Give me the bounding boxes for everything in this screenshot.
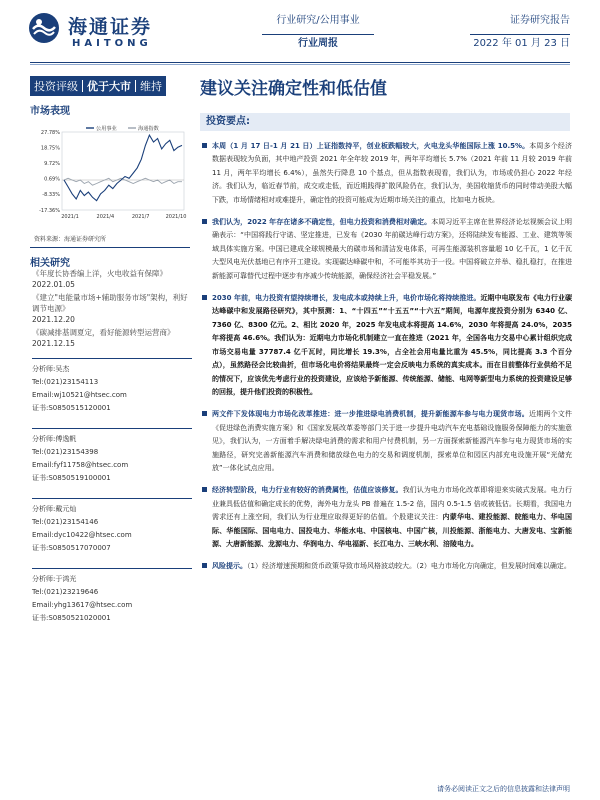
- bullet-square-icon: [202, 411, 207, 416]
- analyst-tel: Tel:(021)23154398: [32, 448, 99, 456]
- brand-name-en: HAITONG: [72, 38, 152, 49]
- related-research-title-text: 《年度长协香编上洋，火电收益有保障》: [32, 269, 167, 278]
- y-tick-label: 9.72%: [44, 161, 60, 168]
- legend-label: 公用事业: [96, 126, 117, 132]
- bullet-square-icon: [202, 295, 207, 300]
- key-point-paragraph: [200, 484, 572, 551]
- key-point-highlight: 2030 年前，电力投资有望持续增长，发电成本或持续上升，电价市场化将持续推进。: [212, 294, 481, 303]
- market-performance-chart: [30, 122, 190, 230]
- left-divider: [30, 247, 190, 248]
- x-tick-label: 2021/10: [165, 214, 187, 220]
- related-research-item[interactable]: [32, 327, 194, 349]
- report-meta-block: [470, 14, 570, 53]
- report-label: 证券研究报告: [470, 14, 570, 35]
- key-point-highlight: 风险提示。: [212, 562, 247, 571]
- analyst-cert: 证书:S0850515120001: [32, 404, 111, 412]
- x-tick-label: 2021/1: [61, 214, 79, 220]
- analyst-tel: Tel:(021)23219646: [32, 588, 99, 596]
- analyst-name: 分析师:吴杰: [32, 365, 70, 373]
- key-point-text: 本周多个经济数据表现较为负面，其中地产投资 2021 年全年较 2019 年，两年平均增长 5.7%（2021 年前 11 月较 2019 年前 11 月，两年平均增长 6.4%），虽然失行降息 10 个基点，但从指数表现看，我们认为，市场或仍担心 2022 年经济。我们认为，临近春节前，成交或走低，而近期践得扩散风险仍在，我们认为，美国收缩货币的同时带动美股大幅下跌，市场情绪相对或难提升，确定性的投资可能成为近期市场关注的重点，比如电力板块。: [212, 142, 572, 204]
- analyst-card: [32, 498, 192, 555]
- rating-change: 维持: [140, 80, 162, 93]
- legend-label: 海通指数: [138, 126, 159, 132]
- bullet-square-icon: [202, 219, 207, 224]
- report-category: 行业研究/公用事业: [262, 14, 374, 35]
- analyst-name: 分析师:傅逸帆: [32, 435, 77, 443]
- y-tick-label: 27.78%: [40, 129, 60, 136]
- analyst-tel: Tel:(021)23154146: [32, 518, 99, 526]
- key-point-text: 近期两个文件《促进绿色消费实施方案》和《国家发展改革委等部门关于进一步提升电动汽车充电基础设施服务保障能力的实施意见》，我们认为，一方面着手解决绿电消费的需求和用户付费机制，另一方面探索新能源汽车参与电力现货市场的实施路径，研究完善新能源汽车消费和储放绿色电力的交易和调度机制，探索单位和园区内部充电设施开展“光储充放”一体化试点应用。: [212, 410, 573, 472]
- key-point-highlight: 两文件下发体现电力市场化改革推进：进一步推进绿电消费机制，提升新能源车参与电力现货市场。: [212, 410, 529, 419]
- analyst-cert: 证书:S0850517070007: [32, 544, 111, 552]
- market-section-header: [30, 102, 190, 117]
- related-research-item[interactable]: [32, 292, 194, 325]
- y-tick-label: 0.69%: [44, 176, 60, 183]
- key-point-text: 内蒙华电、建投能源、皖能电力、华电国际、华能国际、国电电力、国投电力、华能水电、中国核电、中国广核，川投能源、浙能电力、大唐发电、宝新能源、大唐新能源、龙源电力、华润电力、华电福新、长江电力、三峡水利、涪陵电力。: [212, 513, 573, 548]
- y-tick-label: -17.36%: [39, 207, 60, 214]
- related-research-date: 2021.12.15: [32, 339, 75, 348]
- key-points-body: [200, 140, 572, 583]
- analyst-name: 分析师:戴元灿: [32, 505, 77, 513]
- key-points-title: 投资要点:: [200, 113, 570, 131]
- bullet-square-icon: [202, 487, 207, 492]
- analyst-email[interactable]: Email:yhg13617@htsec.com: [32, 601, 133, 609]
- key-point-text: （1）经济增速预期和货币政策导致市场风格波动较大。（2）电力市场化方向确定，但发展时间难以确定。: [247, 562, 571, 571]
- brand-name-cn: 海通证券: [68, 16, 153, 38]
- analyst-name: 分析师:于鸿光: [32, 575, 77, 583]
- key-point-highlight: 我们认为，2022 年存在诸多不确定性，但电力投资和消费相对确定。: [212, 218, 432, 227]
- rating-bar: [30, 76, 166, 96]
- analyst-card: [32, 568, 192, 625]
- report-type: 行业周报: [298, 38, 338, 49]
- x-tick-label: 2021/4: [96, 214, 115, 220]
- bullet-square-icon: [202, 143, 207, 148]
- y-tick-label: -8.33%: [42, 192, 60, 199]
- haitong-logo: [28, 10, 178, 56]
- analyst-tel: Tel:(021)23154113: [32, 378, 99, 386]
- footer-disclaimer: 请务必阅读正文之后的信息披露和法律声明: [437, 785, 570, 793]
- market-title: 市场表现: [30, 106, 70, 117]
- key-point-text: 我们认为电力市场化改革即将迎来实破式发展。电力行业兼具低估值和确定成长的优势，海外电力龙头 PB 普遍在 1.5-2 倍，国内 0.5-1.5 倍或被低估。长期看，我国电力需求还有上涨空间，我们认为行业理应取得更好的估值。个股建议关注：: [212, 486, 573, 522]
- rating-label: 投资评级: [34, 80, 78, 93]
- chart-source: 资料来源：海通证券研究所: [34, 236, 107, 243]
- rating-value: 优于大市: [87, 80, 131, 93]
- header-divider: [30, 62, 570, 63]
- related-research-title-text: 《碳减排基调夏定，看好能源转型运营商》: [32, 328, 175, 337]
- analyst-email[interactable]: Email:fyf11758@htsec.com: [32, 461, 129, 469]
- bullet-square-icon: [202, 563, 207, 568]
- key-point-paragraph: [200, 140, 572, 207]
- related-research-title: 相关研究: [30, 258, 70, 269]
- report-header: [0, 0, 600, 64]
- series-line-utilities: [64, 135, 182, 201]
- analyst-email[interactable]: Email:dyc10422@htsec.com: [32, 531, 132, 539]
- report-category-block: [262, 14, 374, 53]
- key-point-text: 近期中电联发布《电力行业碳达峰碳中和发展路径研究》，其中预测：1、“十四五”“十五五”“十六五”期间，电源年度投资分别为 6340 亿、7360 亿、8300 亿元。2、相比 2020 年，2025 年发电成本将提高 14.6%，2030 年将提高 24.0%，2035 年将提高 46.6%。我们认为：近期电力市场化机制建立一直在推进（2021 年，全国各电力交易中心累计组织完成市场交易电量 37787.4 亿千瓦时，同比增长 19.3%，占全社会用电量比重为 45.5%，同比提高 3.3 个百分点），虽然路径会比较曲折，但市场化电价将结果最终一定会反映电力系统的真实成本。而在目前整体行业供给不足的情况下，应该优先考虑行业的投资建设，应该给予新能源、传统能源、储能、电网等新型电力系统的投资建设足够的回报，提升他们投资的积极性。: [212, 294, 573, 396]
- key-point-paragraph: [200, 292, 572, 399]
- analyst-cert: 证书:S0850519100001: [32, 474, 111, 482]
- haitong-logo-icon: [28, 12, 60, 44]
- header-divider-thin: [30, 64, 570, 65]
- key-point-paragraph: [200, 408, 572, 475]
- related-research-date: 2021.12.20: [32, 315, 75, 324]
- key-point-paragraph: [200, 216, 572, 283]
- related-research-title-text: 《建立"电能量市场+辅助服务市场"架构，利好调节电源》: [32, 293, 188, 313]
- related-research-item[interactable]: [32, 268, 194, 290]
- analyst-cert: 证书:S0850521020001: [32, 614, 111, 622]
- key-point-highlight: 经济转型阶段，电力行业有较好的消费属性，估值应该修复。: [212, 486, 403, 495]
- analyst-card: [32, 358, 192, 415]
- related-research-list: [32, 268, 194, 351]
- report-title: 建议关注确定性和低估值: [200, 79, 387, 99]
- x-tick-label: 2021/7: [131, 214, 150, 220]
- key-point-text: 本周习近平主席在世界经济论坛视频会议上明确表示：“中国将践行守诺、坚定推进，已发布《2030 年前碳达峰行动方案》，还将陆续发布能源、工业、建筑等领域具体实施方案。中国已建成全球规模最大的碳市场和清洁发电体系，可再生能源装机容量超 10 亿千瓦，1 亿千瓦大型风电光伏基地已有序开工建设。实现碳达峰碳中和，不可能毕其功于一役。中国将破立并举、稳扎稳打，在推进新能源可靠替代过程中逐步有序减少传统能源，确保经济社会平稳发展。”: [212, 218, 573, 280]
- key-point-paragraph: [200, 560, 572, 573]
- analyst-card: [32, 428, 192, 485]
- key-point-highlight: 本周（1 月 17 日-1 月 21 日）上证指数持平，创业板跌幅较大，火电龙头华能国际上涨 10.5%。: [212, 142, 530, 150]
- y-tick-label: 18.75%: [40, 145, 60, 152]
- analyst-email[interactable]: Email:wj10521@htsec.com: [32, 391, 127, 399]
- report-date: 2022 年 01 月 23 日: [473, 38, 570, 49]
- series-line-index: [64, 178, 182, 185]
- related-research-date: 2022.01.05: [32, 280, 75, 289]
